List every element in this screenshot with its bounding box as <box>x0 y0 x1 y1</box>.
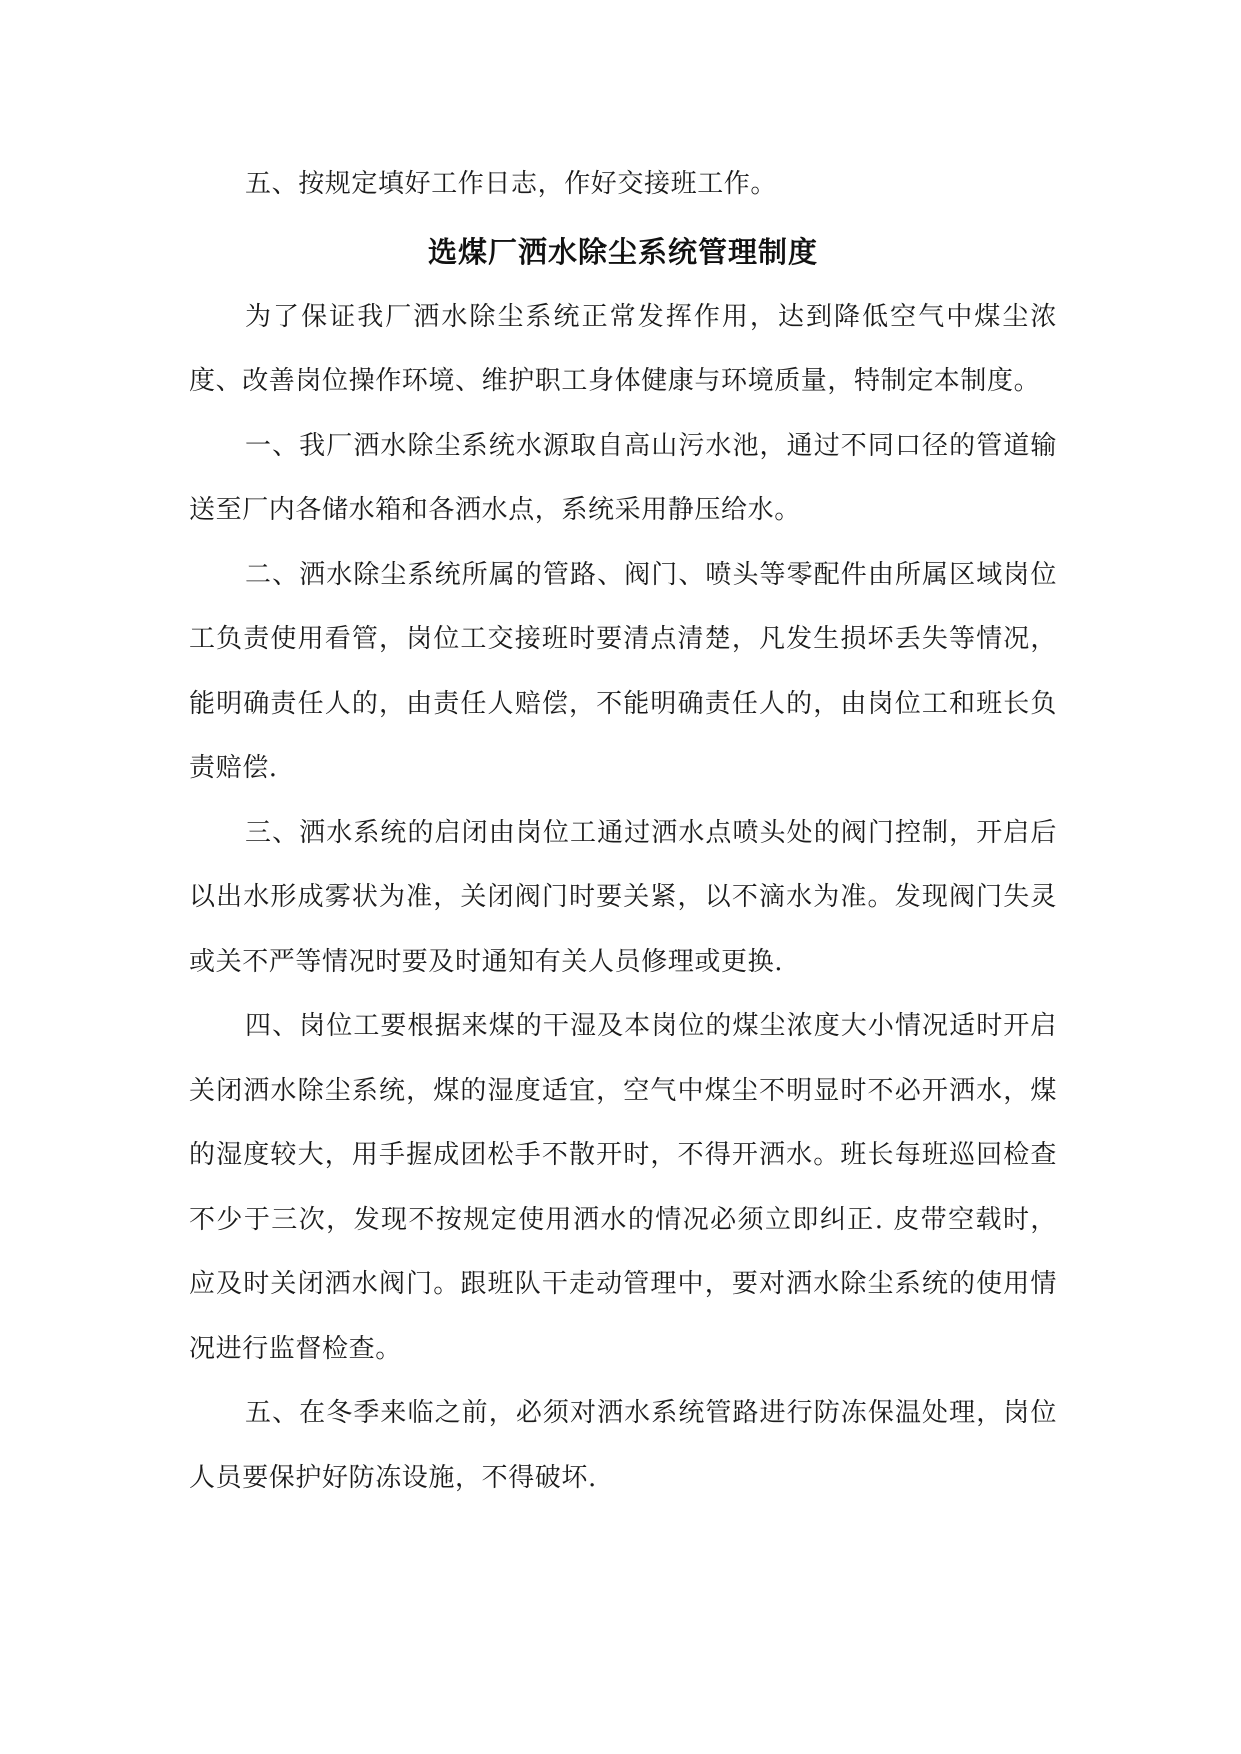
rule-item-5: 五、在冬季来临之前，必须对洒水系统管路进行防冻保温处理，岗位人员要保护好防冻设施，不得破坏. <box>189 1398 1057 1493</box>
rule-item-4: 四、岗位工要根据来煤的干湿及本岗位的煤尘浓度大小情况适时开启关闭洒水除尘系统，煤的湿度适宜，空气中煤尘不明显时不必开洒水，煤的湿度较大，用手握成团松手不散开时，不得开洒水。班长每班巡回检查不少于三次，发现不按规定使用洒水的情况必须立即纠正. 皮带空载时，应及时关闭洒水阀门。跟班队干走动管理中，要对洒水除尘系统的使用情况进行监督检查。 <box>189 1011 1057 1364</box>
rule-item-3: 三、洒水系统的启闭由岗位工通过洒水点喷头处的阀门控制，开启后以出水形成雾状为准，关闭阀门时要关紧，以不滴水为准。发现阀门失灵或关不严等情况时要及时通知有关人员修理或更换. <box>189 817 1057 977</box>
document-body <box>189 152 1057 1510</box>
rule-item-1: 一、我厂洒水除尘系统水源取自高山污水池，通过不同口径的管道输送至厂内各储水箱和各洒水点，系统采用静压给水。 <box>189 430 1057 525</box>
previous-section-item: 五、按规定填好工作日志，作好交接班工作。 <box>245 169 778 199</box>
intro-paragraph: 为了保证我厂洒水除尘系统正常发挥作用，达到降低空气中煤尘浓度、改善岗位操作环境、维护职工身体健康与环境质量，特制定本制度。 <box>189 301 1057 396</box>
rule-item-2: 二、洒水除尘系统所属的管路、阀门、喷头等零配件由所属区域岗位工负责使用看管，岗位工交接班时要清点清楚，凡发生损坏丢失等情况，能明确责任人的，由责任人赔偿，不能明确责任人的，由岗位工和班长负责赔偿. <box>189 559 1057 783</box>
document-title: 选煤厂洒水除尘系统管理制度 <box>427 234 818 269</box>
